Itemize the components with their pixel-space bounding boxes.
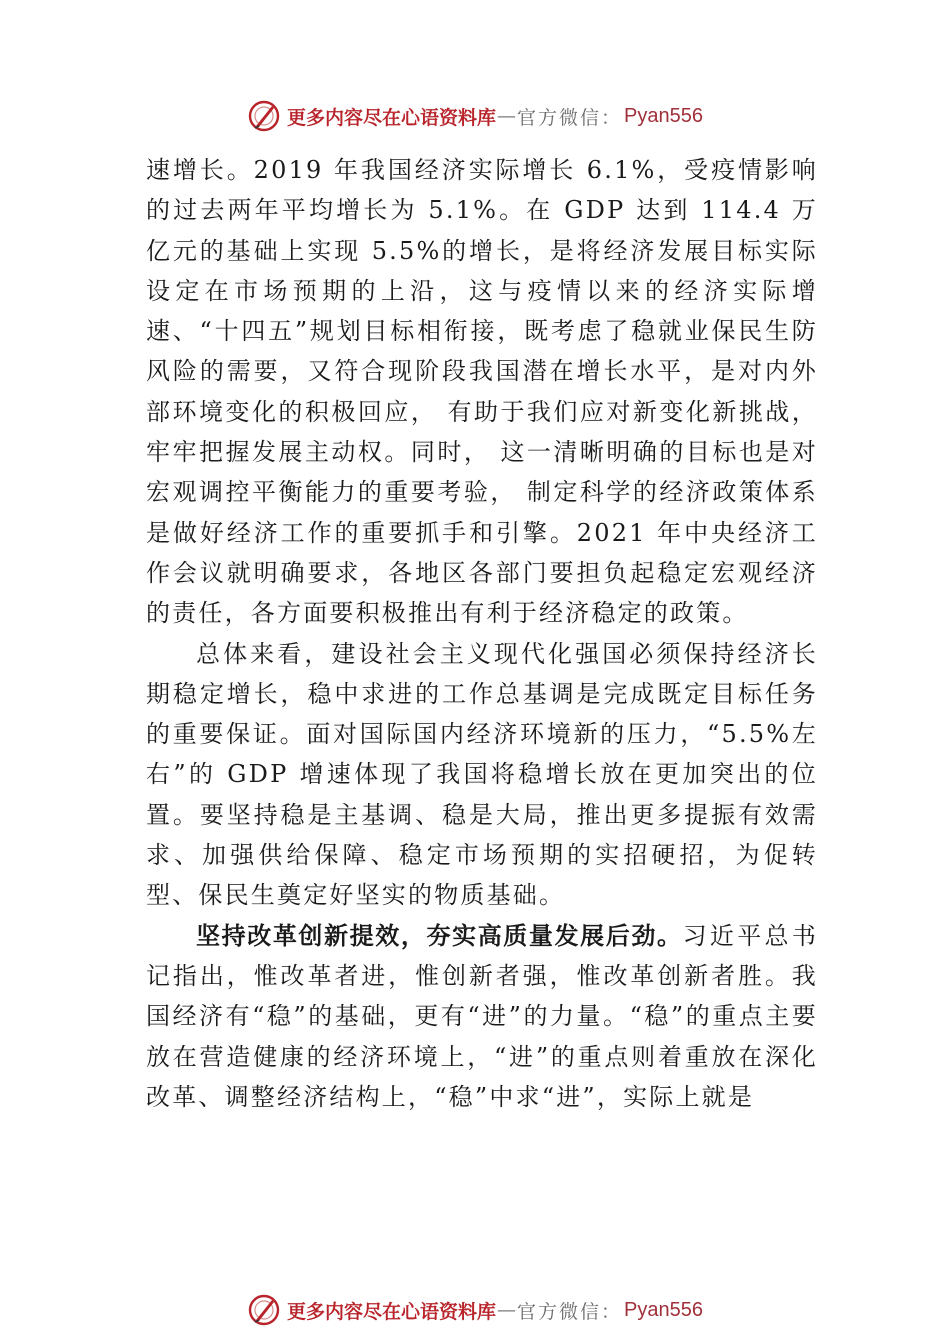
banner-dash: — <box>497 105 517 127</box>
banner-wechat-label: 官方微信： <box>517 1300 623 1323</box>
header-banner <box>0 96 950 136</box>
banner-brand: 更多内容尽在心语资料库 <box>287 1300 497 1323</box>
footer-banner <box>0 1290 950 1330</box>
paragraph-2: 总体来看，建设社会主义现代化强国必须保持经济长期稳定增长，稳中求进的工作总基调是完成既定目标任务的重要保证。面对国际国内经济环境新的压力，“5.5%左右”的 GDP 增速体现了我国将稳增长放在更加突出的位置。要坚持稳是主基调、稳是大局，推出更多提振有效需求、加强供给保障、稳定市场预期的实招硬招，为促转型、保民生奠定好坚实的物质基础。 <box>146 639 818 910</box>
quill-seal-icon <box>247 99 281 133</box>
quill-seal-icon <box>247 1293 281 1327</box>
paragraph-3-heading: 坚持改革创新提效，夯实高质量发展后劲。 <box>196 921 683 950</box>
banner-wechat-label: 官方微信： <box>517 106 623 129</box>
paragraph-3-text: 习近平总书记指出，惟改革者进，惟创新者强，惟改革创新者胜。我国经济有“稳”的基础，更有“进”的力量。“稳”的重点主要放在营造健康的经济环境上，“进”的重点则着重放在深化改革、调整经济结构上，“稳”中求“进”，实际上就是 <box>146 921 819 1111</box>
paragraph-1: 速增长。2019 年我国经济实际增长 6.1%，受疫情影响的过去两年平均增长为 5.1%。在 GDP 达到 114.4 万亿元的基础上实现 5.5%的增长，是将经济发展目标实际设定在市场预期的上沿，这与疫情以来的经济实际增速、“十四五”规划目标相衔接，既考虑了稳就业保民生防风险的需要，又符合现阶段我国潜在增长水平，是对内外部环境变化的积极回应， 有助于我们应对新变化新挑战，牢牢把握发展主动权。同时， 这一清晰明确的目标也是对宏观调控平衡能力的重要考验， 制定科学的经济政策体系是做好经济工作的重要抓手和引擎。2021 年中央经济工作会议就明确要求，各地区各部门要担负起稳定宏观经济的责任，各方面要积极推出有利于经济稳定的政策。 <box>146 156 818 628</box>
banner-brand: 更多内容尽在心语资料库 <box>287 106 497 129</box>
banner-account: Pyan556 <box>624 104 703 127</box>
document-body <box>146 150 818 1117</box>
banner-account: Pyan556 <box>624 1298 703 1321</box>
banner-dash: — <box>497 1299 517 1321</box>
paragraph-3 <box>146 916 818 1117</box>
